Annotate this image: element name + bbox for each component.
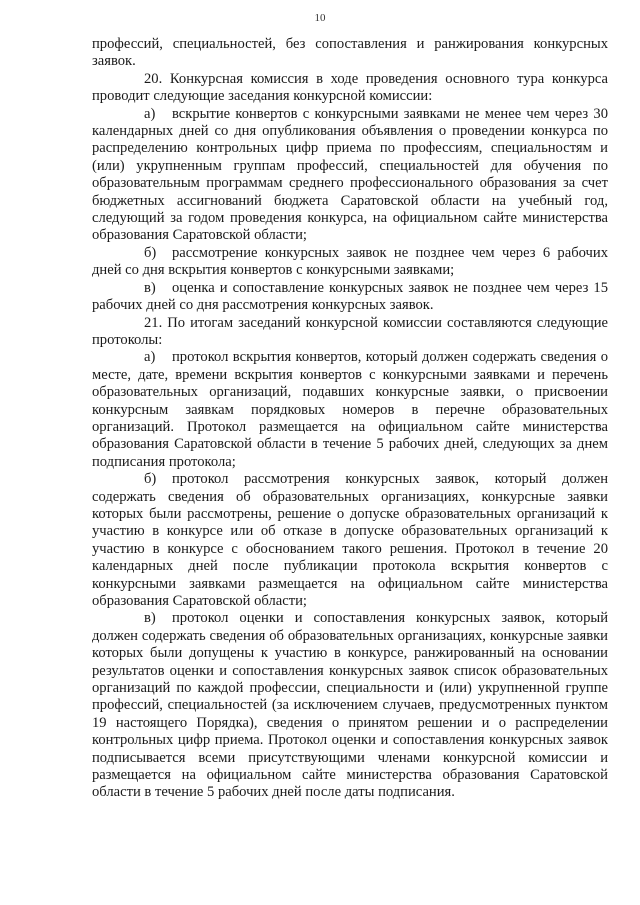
item-marker: б): [144, 471, 157, 488]
item-text: протокол рассмотрения конкурсных заявок, который должен содержать сведения об образовательных организациях, конкурсные заявки которых были рассмотрены, решение о допуске образовательных организаций к участию в конкурсе или об отказе в допуске образовательных организаций к участию в конкурсе с обоснованием такого решения. Протокол в течение 20 календарных дней после публикации протокола вскрытия конвертов с конкурсными заявками размещается на официальном сайте министерства образования Саратовской области;: [92, 471, 608, 609]
item-text: вскрытие конвертов с конкурсными заявками не менее чем через 30 календарных дней со дня опубликования объявления о проведении конкурса по распределению контрольных цифр приема по профессиям, специальностям и (или) укрупненным группам профессий, специальностей для обучения по образовательным программам среднего профессионального образования за счет бюджетных ассигнований бюджета Саратовской области на учебный год, следующий за годом проведения конкурса, на официальном сайте министерства образования Саратовской области;: [92, 105, 608, 244]
item-marker: в): [144, 279, 156, 296]
item-marker: б): [144, 244, 157, 261]
item-21-b: [92, 471, 608, 610]
item-20-b: [92, 245, 608, 280]
item-21-a: [92, 349, 608, 471]
item-20-c: [92, 280, 608, 315]
item-text: протокол оценки и сопоставления конкурсных заявок, который должен содержать сведения об образовательных организациях, конкурсные заявки которых были допущены к участию в конкурсе, ранжированный на основании результатов оценки и сопоставления конкурсных заявок список образовательных организаций по каждой профессии, специальности и (или) укрупненной группе профессий, специальностей (за исключением случаев, предусмотренных пунктом 19 настоящего Порядка), сведения о принятом решении и о распределении контрольных цифр приема. Протокол оценки и сопоставления конкурсных заявок подписывается всеми присутствующими членами конкурсной комиссии и размещается на официальном сайте министерства образования Саратовской области в течение 5 рабочих дней после даты подписания.: [92, 610, 608, 801]
item-text: оценка и сопоставление конкурсных заявок не позднее чем через 15 рабочих дней со дня рассмотрения конкурсных заявок.: [92, 279, 608, 314]
paragraph-21: 21. По итогам заседаний конкурсной комиссии составляются следующие протоколы:: [92, 314, 608, 348]
item-marker: в): [144, 610, 156, 627]
page-number: 10: [314, 12, 326, 24]
item-marker: а): [144, 105, 156, 122]
paragraph-continuation: профессий, специальностей, без сопоставления и ранжирования конкурсных заявок.: [92, 36, 608, 70]
item-marker: а): [144, 349, 156, 366]
item-text: протокол вскрытия конвертов, который должен содержать сведения о месте, дате, времени вскрытия конвертов с конкурсными заявками и перечень образовательных организаций, подавших конкурсные заявки, о присвоении конкурсным заявкам порядковых номеров в перечне образовательных организаций. Протокол размещается на официальном сайте министерства образования Саратовской области в течение 5 рабочих дней, следующих за днем подписания протокола;: [92, 349, 608, 470]
item-text: рассмотрение конкурсных заявок не позднее чем через 6 рабочих дней со дня вскрытия конвертов с конкурсными заявками;: [92, 244, 608, 279]
item-20-a: [92, 106, 608, 245]
document-body: [92, 36, 608, 802]
paragraph-20: 20. Конкурсная комиссия в ходе проведения основного тура конкурса проводит следующие заседания конкурсной комиссии:: [92, 70, 608, 105]
item-21-c: [92, 610, 608, 801]
